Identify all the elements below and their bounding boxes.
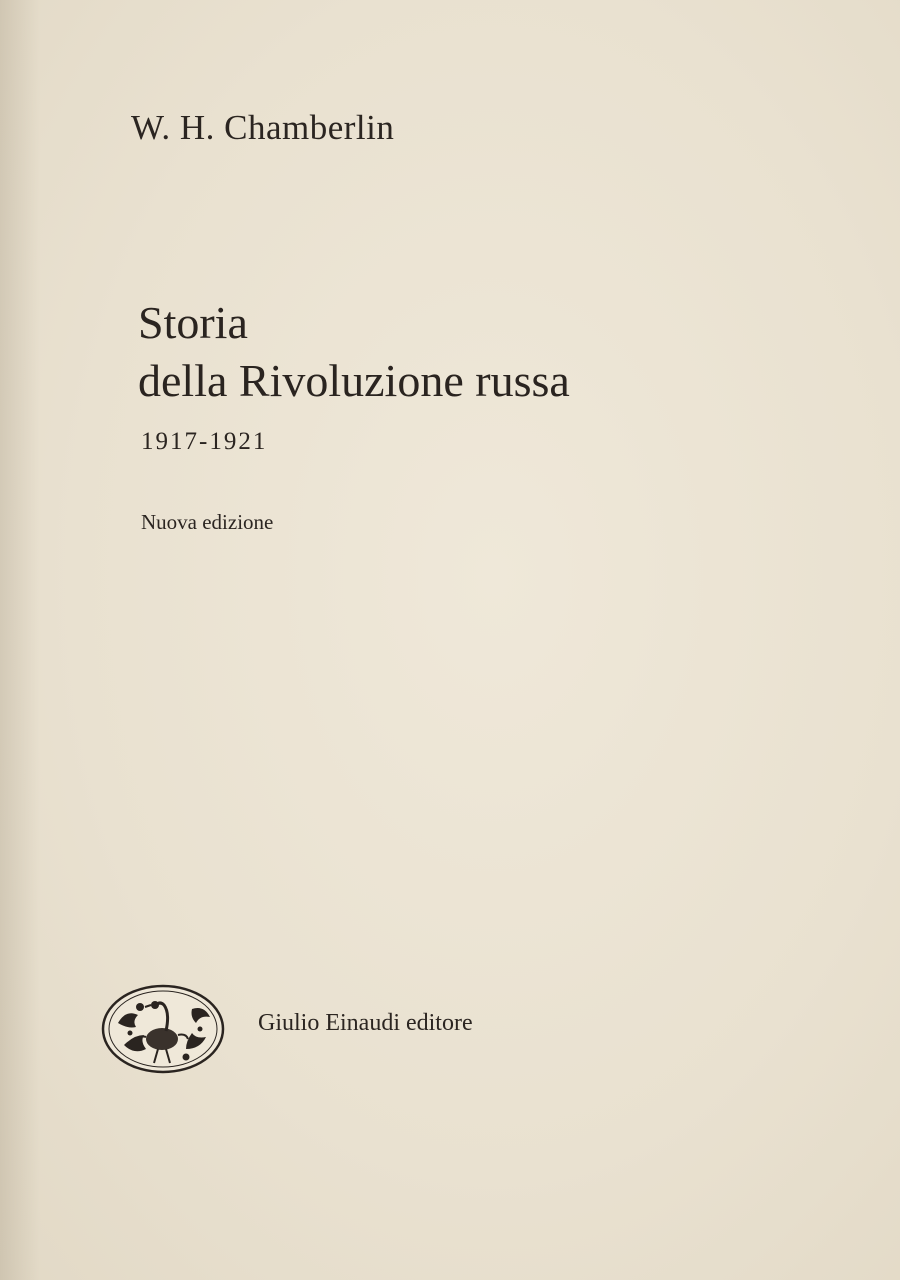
title-line-1: Storia	[138, 297, 248, 348]
date-range: 1917-1921	[141, 428, 268, 455]
book-title	[138, 294, 570, 410]
edition-label: Nuova edizione	[141, 510, 274, 534]
title-line-2: della Rivoluzione russa	[138, 355, 570, 406]
einaudi-ostrich-emblem-icon	[100, 983, 226, 1075]
author-name: W. H. Chamberlin	[131, 108, 395, 147]
publisher-name: Giulio Einaudi editore	[258, 1010, 473, 1036]
page-gutter-shadow	[0, 0, 40, 1280]
